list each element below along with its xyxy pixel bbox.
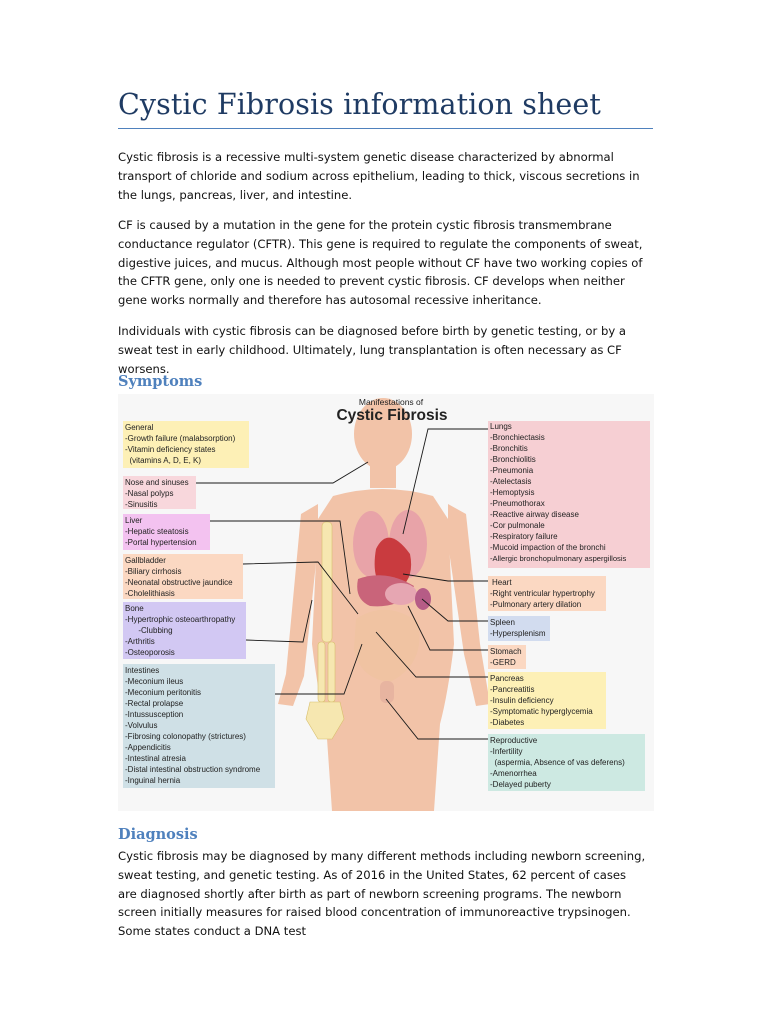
box-line: -Neonatal obstructive jaundice	[125, 578, 233, 587]
right-box-spleen	[488, 616, 550, 641]
right-box-pancreas	[488, 672, 606, 729]
intro-paragraph: Cystic fibrosis is a recessive multi-system genetic disease characterized by abnormal transport of chloride and sodium across epithelium, leading to thick, viscous secretions in the lungs, pancreas, liver, and intestine.	[118, 150, 640, 202]
box-line: (aspermia, Absence of vas deferens)	[490, 758, 625, 767]
left-box-intestines	[123, 664, 275, 788]
box-line: -Rectal prolapse	[125, 699, 184, 708]
box-line: -Delayed puberty	[490, 780, 551, 789]
box-line: -Pneumonia	[490, 466, 534, 475]
box-line: -Pulmonary artery dilation	[490, 600, 582, 609]
box-line: -Appendicitis	[125, 743, 171, 752]
diagnosis-summary-paragraph: Individuals with cystic fibrosis can be diagnosed before birth by genetic testing, or by a sweat test in early childhood. Ultimately, lung transplantation is often necessary as CF worsens.	[118, 324, 626, 376]
box-line: Stomach	[490, 647, 522, 656]
box-line: -Bronchitis	[490, 444, 528, 453]
box-line: -Intussusception	[125, 710, 184, 719]
box-line: -Diabetes	[490, 718, 525, 727]
diagnosis-paragraph: Cystic fibrosis may be diagnosed by many different methods including newborn screening, sweat testing, and genetic testing. As of 2016 in the United States, 62 percent of cases are diagnosed shortly after birth as part of newborn screening programs. The newborn screen initially measures for raised blood concentration of immunoreactive trypsinogen. Some states conduct a DNA test	[118, 849, 646, 939]
box-line: -Amenorrhea	[490, 769, 537, 778]
box-line: -Atelectasis	[490, 477, 532, 486]
title-divider	[118, 128, 653, 129]
box-line: General	[125, 423, 154, 432]
box-line: -Cor pulmonale	[490, 521, 545, 530]
box-line: -Mucoid impaction of the bronchi	[490, 543, 606, 552]
box-line: -Respiratory failure	[490, 532, 558, 541]
left-box-liver	[123, 514, 210, 550]
box-line: -Right ventricular hypertrophy	[490, 589, 595, 598]
box-line: Nose and sinuses	[125, 478, 189, 487]
box-line: -Bronchiolitis	[490, 455, 536, 464]
figure-big-title: Cystic Fibrosis	[336, 407, 448, 424]
box-line: -Meconium peritonitis	[125, 688, 202, 697]
box-line: -Pneumothorax	[490, 499, 545, 508]
box-line: -Hypertrophic osteoarthropathy	[125, 615, 236, 624]
box-line: -Arthritis	[125, 637, 155, 646]
box-line: -Infertility	[490, 747, 523, 756]
box-line: -Portal hypertension	[125, 538, 197, 547]
box-line: Reproductive	[490, 736, 538, 745]
left-box-bone	[123, 602, 246, 659]
symptoms-heading: Symptoms	[118, 373, 203, 390]
box-line: -Insulin deficiency	[490, 696, 554, 705]
box-line: -Biliary cirrhosis	[125, 567, 182, 576]
box-line: Heart	[492, 578, 512, 587]
box-line: -Distal intestinal obstruction syndrome	[125, 765, 261, 774]
page-title: Cystic Fibrosis information sheet	[118, 88, 601, 121]
left-box-general	[123, 421, 249, 468]
box-line: Pancreas	[490, 674, 524, 683]
box-line: -Pancreatitis	[490, 685, 535, 694]
figure-small-title: Manifestations of	[358, 397, 424, 407]
box-line: -Hypersplenism	[490, 629, 546, 638]
box-line: -Intestinal atresia	[125, 754, 186, 763]
box-line: -Growth failure (malabsorption)	[125, 434, 236, 443]
box-line: -Vitamin deficiency states	[125, 445, 216, 454]
box-line: (vitamins A, D, E, K)	[125, 456, 202, 465]
right-box-heart	[488, 576, 606, 611]
cf-manifestations-figure	[118, 394, 654, 811]
box-line: Liver	[125, 516, 143, 525]
box-line: -Bronchiectasis	[490, 433, 545, 442]
box-line: Gallbladder	[125, 556, 166, 565]
right-box-lungs	[488, 421, 650, 568]
manifestations-diagram	[118, 394, 654, 811]
left-box-nose-sinuses	[123, 476, 196, 509]
right-box-reproductive	[488, 734, 645, 791]
box-line: Bone	[125, 604, 144, 613]
box-line: -Clubbing	[125, 626, 173, 635]
box-line: -Osteoporosis	[125, 648, 175, 657]
box-line: Lungs	[490, 422, 512, 431]
box-line: -Fibrosing colonopathy (strictures)	[125, 732, 246, 741]
box-line: -Symptomatic hyperglycemia	[490, 707, 593, 716]
box-line: -Volvulus	[125, 721, 158, 730]
box-line: -Nasal polyps	[125, 489, 174, 498]
box-line: Spleen	[490, 618, 515, 627]
box-line: -Cholelithiasis	[125, 589, 175, 598]
box-line: -Meconium ileus	[125, 677, 184, 686]
box-line: -Reactive airway disease	[490, 510, 579, 519]
box-line: -Inguinal hernia	[125, 776, 181, 785]
box-line: -Allergic bronchopulmonary aspergillosis	[490, 554, 627, 563]
diagnosis-heading: Diagnosis	[118, 826, 198, 843]
box-line: -GERD	[490, 658, 516, 667]
box-line: Intestines	[125, 666, 160, 675]
box-line: -Hepatic steatosis	[125, 527, 189, 536]
box-line: -Sinusitis	[125, 500, 158, 509]
left-box-gallbladder	[123, 554, 243, 599]
cause-paragraph: CF is caused by a mutation in the gene for the protein cystic fibrosis transmembrane conductance regulator (CFTR). This gene is required to regulate the components of sweat, digestive juices, and mucus. Although most people without CF have two working copies of the CFTR gene, only one is needed to prevent cystic fibrosis. CF develops when neither gene works normally and therefore has autosomal recessive inheritance.	[118, 218, 643, 308]
right-box-stomach	[488, 645, 526, 669]
box-line: -Hemoptysis	[490, 488, 535, 497]
